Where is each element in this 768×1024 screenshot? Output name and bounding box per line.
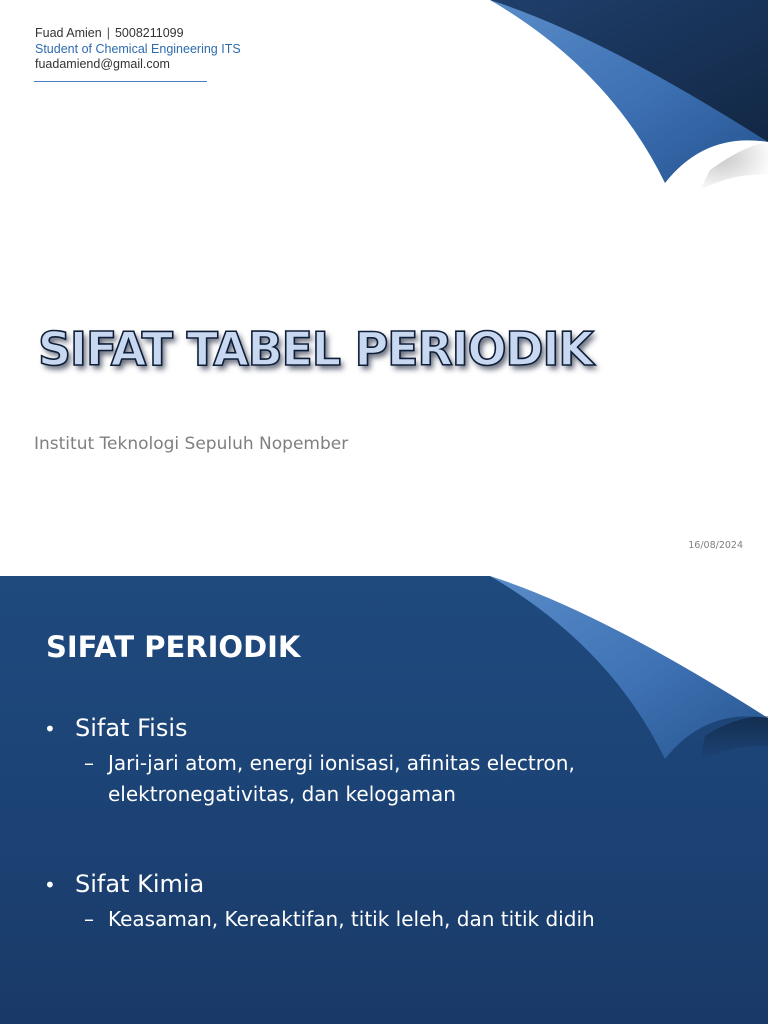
slide-subtitle: Institut Teknologi Sepuluh Nopember — [34, 434, 349, 454]
author-program: Student of Chemical Engineering ITS — [35, 41, 241, 56]
author-divider — [34, 81, 207, 82]
sub-bullet-text: Keasaman, Kereaktifan, titik leleh, dan titik didih — [108, 907, 595, 931]
bullet-item-sifat-fisis — [44, 714, 634, 810]
author-info — [35, 26, 241, 73]
bullet-label: Sifat Kimia — [75, 870, 205, 898]
bullet-dot-icon: • — [44, 873, 56, 897]
author-name: Fuad Amien — [35, 26, 102, 40]
sub-bullet-item — [84, 748, 634, 810]
author-separator: | — [106, 26, 110, 40]
sub-bullet-list — [44, 904, 634, 935]
sub-bullet-item — [84, 904, 634, 935]
slide-date: 16/08/2024 — [688, 540, 743, 551]
author-name-id — [35, 26, 241, 42]
sub-bullet-text: Jari-jari atom, energi ionisasi, afinitas electron, elektronegativitas, dan kelogaman — [108, 751, 575, 806]
slide-title-heading: SIFAT TABEL PERIODIK — [38, 322, 593, 376]
dash-icon: – — [84, 751, 94, 775]
author-email: fuadamiend@gmail.com — [35, 57, 170, 71]
author-id: 5008211099 — [114, 26, 184, 40]
content-slide-heading: SIFAT PERIODIK — [46, 630, 301, 664]
bullet-label: Sifat Fisis — [75, 714, 188, 742]
bullet-list — [44, 714, 634, 935]
dash-icon: – — [84, 907, 94, 931]
sub-bullet-list — [44, 748, 634, 810]
bullet-item-sifat-kimia — [44, 870, 634, 935]
bullet-dot-icon: • — [44, 717, 56, 741]
slide-content — [0, 576, 768, 1024]
